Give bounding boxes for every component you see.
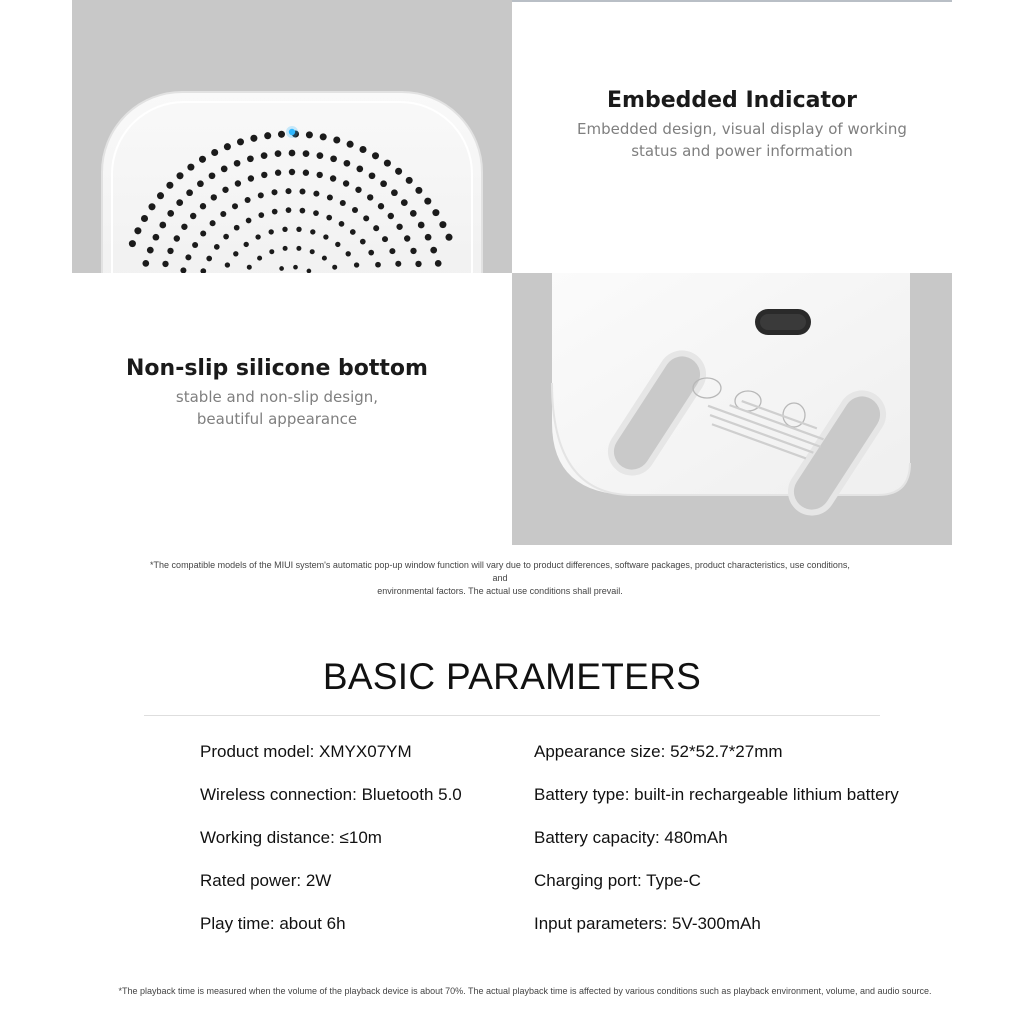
grille-dot: [425, 234, 432, 241]
grille-dot: [234, 225, 240, 231]
grille-dot: [378, 203, 384, 209]
grille-dot: [346, 251, 351, 256]
grille-dot: [296, 246, 301, 251]
grille-dot: [404, 235, 410, 241]
grille-dot: [369, 172, 376, 179]
grille-dot: [258, 212, 264, 218]
param-wireless-connection: Wireless connection: Bluetooth 5.0: [200, 785, 462, 804]
grille-dot: [430, 247, 437, 254]
grille-dot: [368, 250, 374, 256]
grille-dot: [222, 187, 228, 193]
footnote-line: *The compatible models of the MIUI system's automatic pop-up window function will vary due to product differences, software packages, product characteristics, use conditions, and: [150, 560, 850, 583]
grille-dot: [306, 131, 313, 138]
grille-dot: [258, 192, 264, 198]
speaker-bottom-image: [512, 273, 952, 545]
grille-dot: [410, 248, 416, 254]
param-appearance-size: Appearance size: 52*52.7*27mm: [534, 742, 783, 761]
param-input-parameters: Input parameters: 5V-300mAh: [534, 914, 761, 933]
grille-dot: [166, 182, 173, 189]
grille-dot: [293, 265, 298, 270]
grille-dot: [310, 249, 315, 254]
grille-dot: [285, 188, 291, 194]
grille-dot: [283, 246, 288, 251]
grille-dot: [192, 242, 198, 248]
grille-dot: [148, 203, 155, 210]
playback-time-footnote: *The playback time is measured when the volume of the playback device is about 70%. The actual playback time is affected by various conditions such as playback environment, volume, and audio source.: [118, 986, 932, 996]
grille-dot: [248, 175, 254, 181]
grille-dot: [224, 143, 231, 150]
compatibility-footnote: [150, 559, 850, 598]
grille-dot: [223, 234, 229, 240]
grille-dot: [187, 164, 194, 171]
grille-dot: [269, 249, 274, 254]
param-play-time: Play time: about 6h: [200, 914, 346, 933]
grille-dot: [255, 234, 260, 239]
grille-dot: [435, 260, 442, 267]
speaker-grille-illustration: [72, 0, 512, 273]
grille-dot: [347, 141, 354, 148]
grille-dot: [359, 146, 366, 153]
feature-desc-line: status and power information: [631, 142, 853, 160]
grille-dot: [157, 192, 164, 199]
feature-desc-embedded-indicator: [572, 118, 912, 162]
grille-dot: [384, 160, 391, 167]
grille-dot: [344, 160, 351, 167]
grille-dot: [372, 152, 379, 159]
grille-dot: [317, 172, 323, 178]
grille-dot: [289, 169, 295, 175]
grille-dot: [391, 189, 398, 196]
grille-dot: [159, 222, 166, 229]
grille-dot: [233, 251, 238, 256]
grille-dot: [313, 210, 319, 216]
grille-dot: [247, 155, 254, 162]
grille-dot: [257, 256, 262, 261]
grille-dot: [313, 191, 319, 197]
grille-dot: [200, 203, 206, 209]
grille-dot: [335, 242, 340, 247]
grille-dot: [327, 194, 333, 200]
grille-dot: [176, 172, 183, 179]
grille-dot: [214, 244, 220, 250]
grille-dot: [232, 203, 238, 209]
param-battery-type: Battery type: built-in rechargeable lithium battery: [534, 785, 899, 804]
speaker-bottom-illustration: [512, 273, 952, 545]
feature-desc-line: stable and non-slip design,: [175, 388, 379, 406]
grille-dot: [388, 213, 394, 219]
grille-dot: [289, 150, 296, 157]
grille-dot: [197, 180, 204, 187]
grille-dot: [272, 209, 278, 215]
grille-dot: [247, 265, 252, 270]
grille-dot: [134, 227, 141, 234]
grille-dot: [225, 262, 230, 267]
grille-dot: [153, 234, 160, 241]
basic-parameters-title: BASIC PARAMETERS: [322, 656, 702, 697]
parameters-divider: [144, 715, 880, 716]
grille-dot: [424, 198, 431, 205]
grille-dot: [141, 215, 148, 222]
grille-dot: [221, 166, 228, 173]
grille-dot: [356, 166, 363, 173]
grille-dot: [234, 160, 241, 167]
grille-dot: [210, 220, 216, 226]
grille-dot: [322, 256, 327, 261]
grille-dot: [200, 230, 206, 236]
grille-dot: [333, 136, 340, 143]
grille-dot: [244, 242, 249, 247]
grille-dot: [181, 224, 187, 230]
grille-dot: [445, 234, 452, 241]
grille-dot: [375, 262, 381, 268]
grille-dot: [299, 188, 305, 194]
grille-dot: [220, 211, 226, 217]
grille-dot: [303, 150, 310, 157]
grille-dot: [261, 152, 268, 159]
grille-dot: [296, 227, 301, 232]
grille-dot: [332, 265, 337, 270]
grille-dot: [418, 222, 425, 229]
grille-dot: [367, 194, 373, 200]
footnote-line: environmental factors. The actual use conditions shall prevail.: [377, 586, 623, 596]
grille-dot: [396, 224, 402, 230]
grille-dot: [352, 207, 358, 213]
grille-dot: [355, 187, 361, 193]
grille-dot: [343, 180, 349, 186]
speaker-grille-image: [72, 0, 512, 273]
feature-title-embedded-indicator: Embedded Indicator: [607, 88, 857, 113]
grille-dot: [147, 247, 154, 254]
grille-dot: [339, 221, 345, 227]
grille-dot: [279, 266, 284, 271]
grille-dot: [129, 240, 136, 247]
grille-dot: [211, 194, 217, 200]
grille-dot: [380, 180, 387, 187]
grille-dot: [190, 213, 196, 219]
grille-dot: [278, 131, 285, 138]
grille-dot: [206, 256, 212, 262]
grille-dot: [209, 172, 216, 179]
grille-dot: [264, 132, 271, 139]
grille-dot: [330, 175, 336, 181]
grille-dot: [401, 199, 408, 206]
grille-dot: [415, 187, 422, 194]
grille-dot: [415, 261, 421, 267]
grille-dot: [303, 170, 309, 176]
grille-dot: [142, 260, 149, 267]
grille-dot: [326, 215, 332, 221]
param-product-model: Product model: XMYX07YM: [200, 742, 412, 761]
grille-dot: [363, 215, 369, 221]
grille-dot: [162, 261, 168, 267]
grille-dot: [246, 218, 252, 224]
grille-dot: [395, 168, 402, 175]
grille-dot: [167, 210, 174, 217]
param-rated-power: Rated power: 2W: [200, 871, 332, 890]
grille-dot: [211, 149, 218, 156]
grille-dot: [323, 234, 328, 239]
grille-dot: [410, 210, 417, 217]
grille-dot: [199, 156, 206, 163]
grille-dot: [382, 236, 388, 242]
grille-dot: [395, 261, 401, 267]
feature-title-non-slip-bottom: Non-slip silicone bottom: [126, 356, 428, 381]
param-charging-port: Charging port: Type-C: [534, 871, 701, 890]
feature-desc-line: beautiful appearance: [196, 410, 358, 428]
top-divider-line: [512, 0, 952, 2]
grille-dot: [176, 199, 183, 206]
grille-dot: [250, 135, 257, 142]
grille-dot: [282, 227, 287, 232]
feature-desc-line: Embedded design, visual display of working: [577, 120, 907, 138]
grille-dot: [320, 133, 327, 140]
feature-desc-non-slip-bottom: [132, 386, 422, 430]
grille-dot: [310, 229, 315, 234]
grille-dot: [237, 138, 244, 145]
grille-dot: [275, 150, 282, 157]
grille-dot: [439, 221, 446, 228]
grille-dot: [186, 189, 193, 196]
grille-dot: [185, 254, 191, 260]
grille-dot: [360, 239, 366, 245]
grille-dot: [432, 209, 439, 216]
param-working-distance: Working distance: ≤10m: [200, 828, 382, 847]
param-battery-capacity: Battery capacity: 480mAh: [534, 828, 728, 847]
grille-dot: [174, 235, 180, 241]
grille-dot: [354, 262, 359, 267]
grille-dot: [275, 170, 281, 176]
grille-dot: [167, 248, 173, 254]
grille-dot: [286, 207, 292, 213]
grille-dot: [271, 189, 277, 195]
grille-dot: [373, 225, 379, 231]
grille-dot: [269, 229, 274, 234]
grille-dot: [389, 248, 395, 254]
grille-dot: [350, 229, 356, 235]
grille-dot: [340, 200, 346, 206]
grille-dot: [317, 152, 324, 159]
grille-dot: [406, 177, 413, 184]
grille-dot: [235, 180, 241, 186]
grille-dot: [245, 197, 251, 203]
grille-dot: [300, 208, 306, 214]
grille-dot: [261, 172, 267, 178]
grille-dot: [330, 155, 337, 162]
